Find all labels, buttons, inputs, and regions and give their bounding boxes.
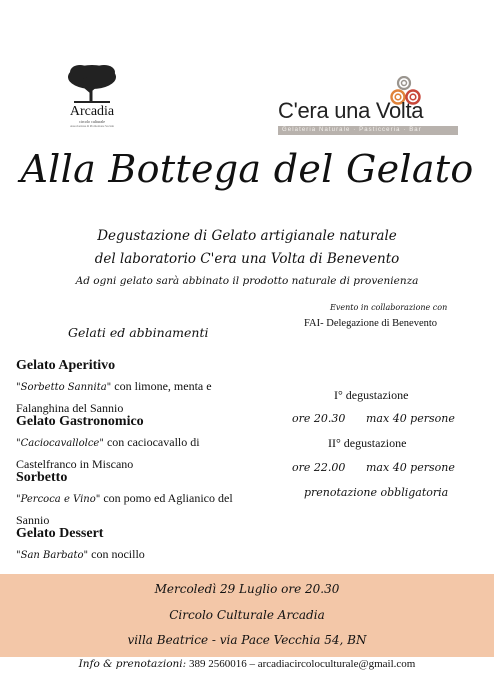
menu-item-desc-b: Sannio xyxy=(16,513,50,527)
menu-item-desc-b: Castelfranco in Miscano xyxy=(16,457,134,471)
second-tasting-max: max 40 persone xyxy=(366,461,455,474)
intro-line-1: Degustazione di Gelato artigianale naturale xyxy=(97,228,397,244)
menu-item-desc-a: con pomo ed Aglianico del xyxy=(100,491,233,505)
arcadia-subtitle: circolo culturale xyxy=(78,119,106,124)
menu-item-name: "San Barbato" xyxy=(16,550,89,561)
menu-item-desc-a: con nocillo xyxy=(88,547,145,561)
menu-heading: Gelati ed abbinamenti xyxy=(68,325,209,340)
ceuv-name: C'era una Volta xyxy=(278,98,424,123)
page-title: Alla Bottega del Gelato xyxy=(20,147,474,191)
menu-item-desc-a: con limone, menta e xyxy=(111,379,212,393)
second-tasting-label: II° degustazione xyxy=(328,436,407,450)
menu-item-desc-b: Falanghina del Sannio xyxy=(16,401,124,415)
footer-contact-text: 389 2560016 – arcadiacircoloculturale@gmail.com xyxy=(186,658,416,670)
ceuv-bar: Gelateria Naturale · Pasticceria · Bar xyxy=(278,126,458,135)
booking-note: prenotazione obbligatoria xyxy=(304,486,449,499)
footer-contact xyxy=(0,658,494,670)
first-tasting-time: ore 20.30 xyxy=(292,412,346,425)
menu-item-title: Gelato Gastronomico xyxy=(16,414,144,429)
arcadia-logo xyxy=(52,62,132,132)
ceuv-logo xyxy=(278,76,458,136)
collaboration-label: Evento in collaborazione con xyxy=(330,303,448,312)
intro-line-2: del laboratorio C'era una Volta di Benevento xyxy=(94,251,400,267)
event-address: villa Beatrice - via Pace Vecchia 54, BN xyxy=(127,633,367,647)
menu-item-desc-a: con caciocavallo di xyxy=(103,435,200,449)
arcadia-name: Arcadia xyxy=(69,104,115,119)
menu-item-desc xyxy=(16,432,256,474)
tree-icon xyxy=(64,62,120,104)
footer-label: Info & prenotazioni: xyxy=(78,658,187,670)
menu-item-desc xyxy=(16,544,256,566)
menu-item-title: Sorbetto xyxy=(16,470,68,485)
menu-item-desc xyxy=(16,488,256,530)
menu-item-desc xyxy=(16,376,256,418)
event-date: Mercoledì 29 Luglio ore 20.30 xyxy=(154,582,340,596)
menu-item-title: Gelato Dessert xyxy=(16,526,104,541)
menu-item-name: "Sorbetto Sannita" xyxy=(16,382,112,393)
collaboration-partner: FAI- Delegazione di Benevento xyxy=(304,318,438,329)
second-tasting-time: ore 22.00 xyxy=(292,461,346,474)
first-tasting-label: I° degustazione xyxy=(334,388,409,402)
menu-item-name: "Caciocavallolce" xyxy=(16,438,104,449)
intro-line-3: Ad ogni gelato sarà abbinato il prodotto naturale di provenienza xyxy=(75,275,419,287)
arcadia-tagline: Associazione di Promozione Sociale xyxy=(70,124,114,128)
menu-item-title: Gelato Aperitivo xyxy=(16,358,116,373)
event-venue: Circolo Culturale Arcadia xyxy=(169,608,325,622)
first-tasting-max: max 40 persone xyxy=(366,412,455,425)
menu-item-name: "Percoca e Vino" xyxy=(16,494,101,505)
